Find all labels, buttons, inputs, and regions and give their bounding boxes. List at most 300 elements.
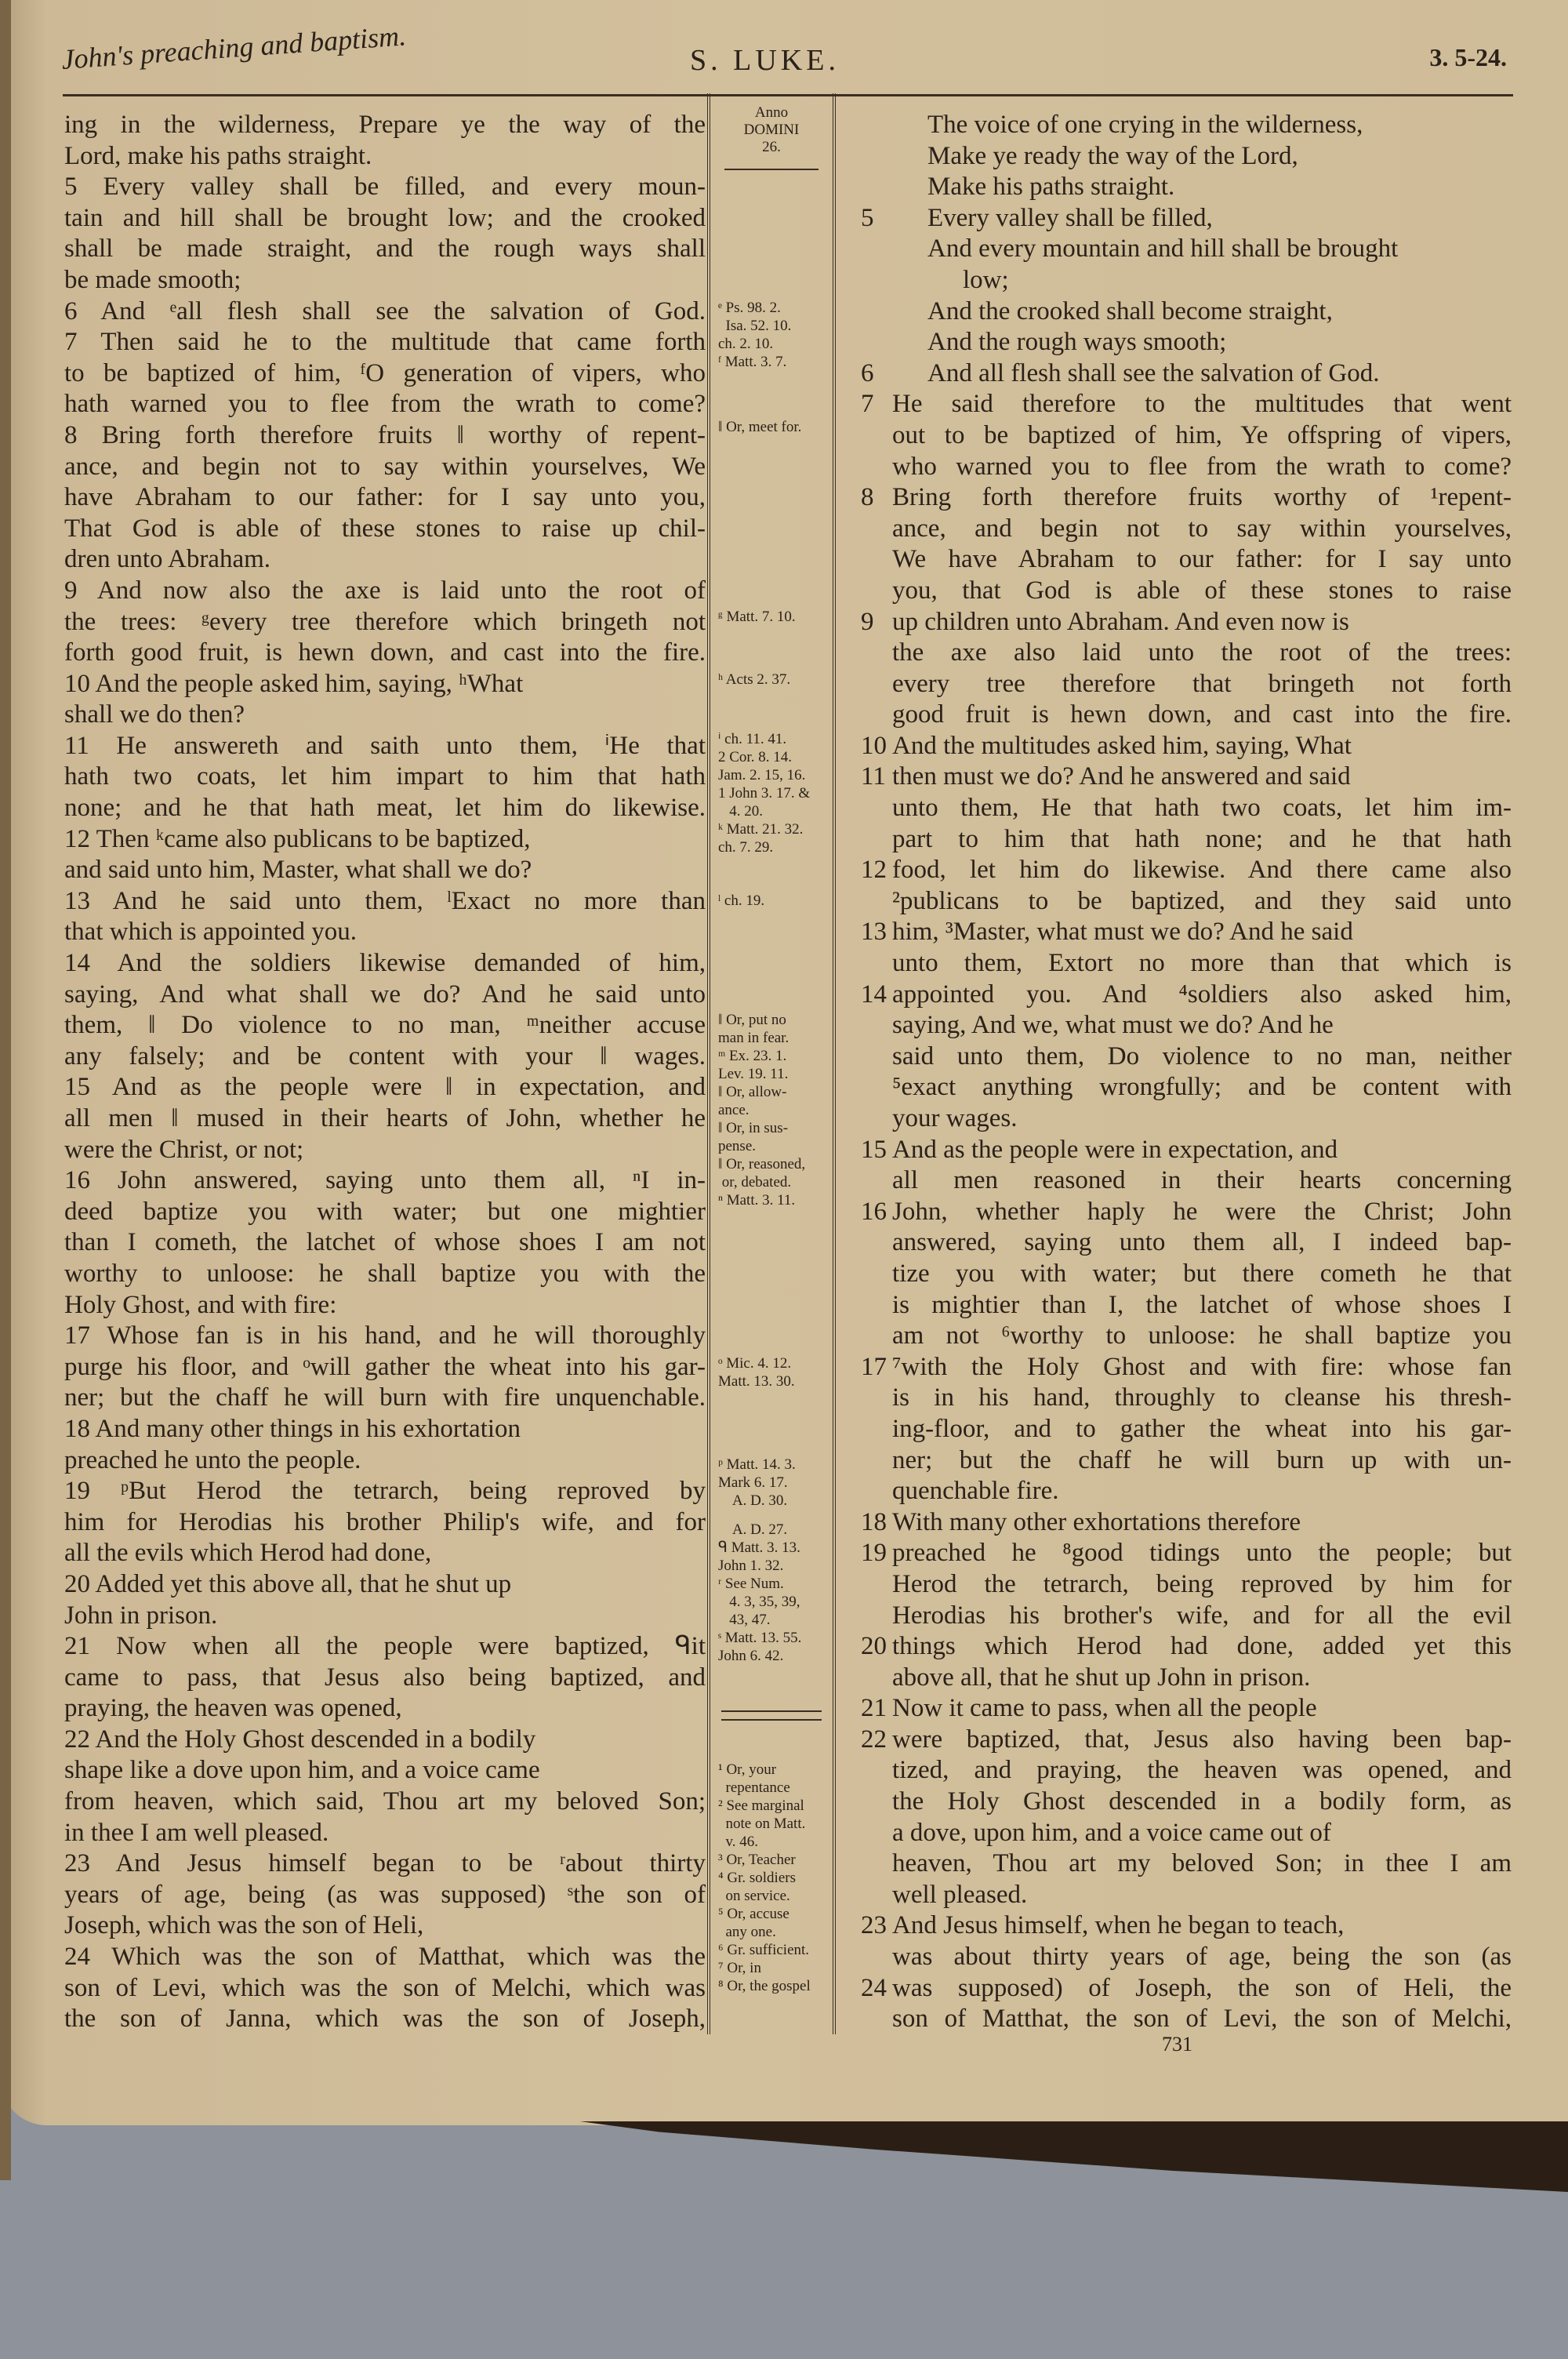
margin-note-line: 4. 3, 35, 39,	[718, 1594, 800, 1610]
verse-number	[861, 1755, 892, 1787]
verse-number: 7	[861, 390, 874, 419]
verse-line	[861, 1725, 1512, 1756]
text-line: ing in the wilderness, Prepare ye the way of the	[64, 111, 706, 139]
margin-note-line: repentance	[718, 1779, 790, 1796]
text-line: in thee I am well pleased.	[64, 1818, 329, 1847]
verse-text: above all, that he shut up John in prison.	[892, 1663, 1311, 1692]
verse-text: Make ye ready the way of the Lord,	[927, 141, 1298, 170]
verse-line	[861, 514, 1512, 545]
margin-note-line: any one.	[718, 1924, 776, 1940]
verse-text: And every mountain and hill shall be brought	[927, 234, 1399, 264]
verse-line	[861, 1818, 1512, 1849]
text-line: from heaven, which said, Thou art my beloved Son;	[64, 1787, 706, 1816]
text-line: and said unto him, Master, what shall we do?	[64, 856, 532, 885]
verse-text: were baptized, that, Jesus also having been bap-	[892, 1725, 1512, 1754]
verse-text: things which Herod had done, added yet this	[892, 1632, 1512, 1661]
verse-line	[861, 1973, 1512, 2005]
verse-number	[861, 514, 892, 545]
verse-text: tize you with water; but there cometh he that	[892, 1259, 1512, 1288]
verse-line	[861, 1414, 1512, 1445]
verse-line	[861, 2004, 1512, 2035]
page-number: 731	[1162, 2033, 1192, 2055]
margin-note-line: ch. 7. 29.	[718, 839, 774, 856]
verse-number	[861, 1663, 892, 1694]
verse-line	[861, 1631, 1512, 1663]
verse-line	[861, 1103, 1512, 1135]
verse-line	[861, 1041, 1512, 1073]
left-column-av-text	[64, 110, 706, 2035]
margin-note-line: Isa. 52. 10.	[718, 318, 792, 334]
verse-text: tized, and praying, the heaven was opened, and	[892, 1756, 1512, 1785]
margin-note-line: ‖ Or, reasoned,	[718, 1156, 806, 1172]
verse-text: son of Matthat, the son of Levi, the son of Melchi,	[892, 2005, 1512, 2034]
text-line: ner; but the chaff he will burn with fire unquenchable.	[64, 1383, 706, 1412]
verse-text: all men reasoned in their hearts concerning	[892, 1166, 1512, 1195]
margin-note-line: Jam. 2. 15, 16.	[718, 767, 806, 783]
text-line: saying, And what shall we do? And he said unto	[64, 980, 706, 1009]
text-line: son of Levi, which was the son of Melchi, which was	[64, 1973, 706, 2002]
verse-text: Now it came to pass, when all the people	[892, 1694, 1317, 1723]
verse-number: 18	[861, 1507, 887, 1536]
verse-text: am not ⁶worthy to unloose: he shall baptize you	[892, 1321, 1512, 1350]
verse-line	[861, 1290, 1512, 1321]
verse-line	[861, 1259, 1512, 1290]
verse-line	[861, 358, 1512, 390]
verse-line	[861, 731, 1512, 762]
text-line: forth good fruit, is hewn down, and cast into the fire.	[64, 638, 706, 667]
verse-text: ing-floor, and to gather the wheat into his gar-	[892, 1414, 1512, 1443]
margin-note	[718, 299, 829, 371]
verse-text: Bring forth therefore fruits worthy of ¹repent-	[892, 483, 1512, 512]
verse-text: preached he ⁸good tidings unto the people; but	[892, 1539, 1512, 1568]
verse-text: appointed you. And ⁴soldiers also asked him,	[892, 980, 1512, 1009]
margin-note-line: ᵉ Ps. 98. 2.	[718, 300, 781, 316]
verse-line	[861, 1910, 1512, 1942]
verse-number: 11	[861, 762, 886, 791]
verse-number	[861, 824, 892, 856]
text-line: that which is appointed you.	[64, 918, 358, 947]
verse-line	[861, 1755, 1512, 1787]
verse-text: who warned you to flee from the wrath to come?	[892, 452, 1512, 481]
verse-number	[861, 948, 892, 980]
verse-number	[861, 1787, 892, 1818]
book-binding	[0, 0, 11, 2180]
verse-text: out to be baptized of him, Ye offspring of vipers,	[892, 420, 1512, 449]
margin-note-line: ² See marginal	[718, 1797, 804, 1814]
verse-number	[861, 1290, 892, 1321]
text-line: 12 Then ᵏcame also publicans to be baptized,	[64, 824, 531, 853]
text-line: all the evils which Herod had done,	[64, 1539, 432, 1568]
margin-note	[718, 1011, 829, 1209]
verse-number: 14	[861, 980, 887, 1009]
text-line: 20 Added yet this above all, that he shut up	[64, 1569, 512, 1598]
verse-number	[861, 1880, 892, 1911]
margin-note-line: ⁿ Matt. 3. 11.	[718, 1192, 796, 1209]
text-line: 19 ᵖBut Herod the tetrarch, being reproved by	[64, 1477, 706, 1506]
margin-note-line: A. D. 27.	[718, 1521, 788, 1538]
text-line: 10 And the people asked him, saying, ʰWhat	[64, 669, 524, 698]
verse-number	[861, 1414, 892, 1445]
verse-text: And the multitudes asked him, saying, What	[892, 731, 1352, 760]
margin-note-line: ᵒ Mic. 4. 12.	[718, 1355, 792, 1372]
text-line: 9 And now also the axe is laid unto the root of	[64, 576, 706, 605]
margin-note	[718, 1354, 829, 1390]
verse-number	[861, 1942, 892, 1973]
verse-line	[861, 452, 1512, 483]
margin-note-line: ⁱ ch. 11. 41.	[718, 731, 787, 747]
text-line: shall be made straight, and the rough ways shall	[64, 234, 706, 264]
text-line: 6 And ᵉall flesh shall see the salvation of God.	[64, 296, 706, 325]
verse-line	[861, 1601, 1512, 1632]
verse-number	[861, 1041, 892, 1073]
margin-note-line: pense.	[718, 1138, 757, 1154]
verse-number	[861, 886, 892, 918]
verse-line	[861, 1321, 1512, 1352]
year-label: 26.	[762, 139, 781, 155]
text-line: shape like a dove upon him, and a voice came	[64, 1756, 540, 1785]
text-line: the trees: ᵍevery tree therefore which bringeth not	[64, 607, 706, 636]
text-line: deed baptize you with water; but one mightier	[64, 1197, 706, 1226]
verse-text: And Jesus himself, when he began to teach,	[892, 1911, 1345, 1940]
verse-number	[861, 700, 892, 731]
margin-note	[718, 418, 829, 436]
verse-line	[861, 855, 1512, 886]
verse-line	[861, 1197, 1512, 1228]
verse-number	[861, 141, 892, 173]
chapter-verse-reference: 3. 5-24.	[1429, 43, 1507, 71]
verse-number	[861, 1259, 892, 1290]
text-line: 13 And he said unto them, ˡExact no more than	[64, 886, 706, 915]
verse-text: ⁵exact anything wrongfully; and be content with	[892, 1073, 1512, 1102]
text-line: Lord, make his paths straight.	[64, 141, 372, 170]
margin-note-line: or, debated.	[718, 1174, 792, 1190]
verse-line	[861, 1383, 1512, 1414]
verse-line	[861, 1010, 1512, 1041]
verse-line	[861, 1476, 1512, 1507]
verse-line	[861, 761, 1512, 793]
margin-note-line: man in fear.	[718, 1030, 789, 1046]
verse-number	[861, 1010, 892, 1041]
right-column-rv-text	[861, 110, 1512, 2035]
verse-number	[861, 1569, 892, 1601]
verse-text: He said therefore to the multitudes that went	[892, 390, 1512, 419]
verse-number: 23	[861, 1911, 887, 1940]
verse-text: him, ³Master, what must we do? And he said	[892, 918, 1353, 947]
margin-note-line: ᑫ Matt. 3. 13.	[718, 1539, 800, 1556]
verse-line	[861, 420, 1512, 452]
margin-note-line: ˢ Matt. 13. 55.	[718, 1630, 802, 1646]
verse-text: the Holy Ghost descended in a bodily form, as	[892, 1787, 1512, 1816]
margin-note-line: ‖ Or, put no	[718, 1012, 786, 1028]
verse-line	[861, 576, 1512, 607]
domini-label: DOMINI	[743, 122, 800, 138]
anno-label: Anno	[754, 104, 789, 121]
margin-note	[718, 608, 829, 626]
verse-number: 5	[861, 203, 874, 232]
verse-text: And the crooked shall become straight,	[927, 296, 1333, 325]
verse-line	[861, 1072, 1512, 1103]
verse-text: Every valley shall be filled,	[927, 203, 1213, 232]
verse-number: 9	[861, 607, 874, 636]
text-line: tain and hill shall be brought low; and the crooked	[64, 203, 706, 232]
margin-note-line: ⁶ Gr. sufficient.	[718, 1942, 810, 1958]
verse-text: unto them, He that hath two coats, let him im-	[892, 794, 1512, 823]
verse-number: 17	[861, 1352, 887, 1381]
text-line: 5 Every valley shall be filled, and every moun-	[64, 173, 706, 202]
text-line: all men ‖ mused in their hearts of John, whether he	[64, 1104, 706, 1132]
verse-line	[861, 1538, 1512, 1569]
text-line: 11 He answereth and saith unto them, ⁱHe that	[64, 731, 706, 760]
verse-line	[861, 638, 1512, 669]
verse-text: saying, And we, what must we do? And he	[892, 1011, 1334, 1040]
verse-number: 24	[861, 1973, 887, 2002]
verse-text: was supposed) of Joseph, the son of Heli, the	[892, 1973, 1512, 2002]
text-line: praying, the heaven was opened,	[64, 1694, 402, 1723]
verse-text: Herodias his brother's wife, and for all the evil	[892, 1601, 1512, 1630]
margin-note-line: Lev. 19. 11.	[718, 1066, 789, 1082]
text-line: came to pass, that Jesus also being baptized, and	[64, 1663, 706, 1692]
verse-number: 21	[861, 1694, 887, 1723]
verse-text: And as the people were in expectation, and	[892, 1135, 1338, 1164]
verse-text: the axe also laid unto the root of the trees:	[892, 638, 1512, 667]
verse-line	[861, 1507, 1512, 1539]
verse-line	[861, 327, 1512, 358]
verse-number	[861, 1227, 892, 1259]
verse-line	[861, 607, 1512, 638]
book-title: S. LUKE.	[690, 44, 840, 77]
text-line: to be baptized of him, ᶠO generation of vipers, who	[64, 358, 706, 387]
margin-note-line: John 6. 42.	[718, 1648, 784, 1664]
verse-number	[861, 1165, 892, 1197]
verse-line	[861, 1227, 1512, 1259]
verse-number	[861, 265, 892, 296]
margin-note-line: ᵐ Ex. 23. 1.	[718, 1048, 787, 1064]
text-line: That God is able of these stones to raise up chil-	[64, 514, 706, 543]
anno-rule	[724, 169, 818, 170]
text-line: 7 Then said he to the multitude that came forth	[64, 328, 706, 357]
text-line: have Abraham to our father: for I say unto you,	[64, 483, 706, 512]
verse-text: every tree therefore that bringeth not forth	[892, 669, 1512, 698]
verse-line	[861, 980, 1512, 1011]
verse-line	[861, 700, 1512, 731]
verse-number	[861, 1601, 892, 1632]
verse-text: ²publicans to be baptized, and they said unto	[892, 886, 1512, 915]
margin-note-line: ⁸ Or, the gospel	[718, 1978, 811, 1994]
verse-line	[861, 948, 1512, 980]
text-line: ance, and begin not to say within yourselves, We	[64, 452, 706, 481]
margin-note	[718, 1456, 829, 1510]
verse-number: 10	[861, 731, 887, 760]
verse-text: was about thirty years of age, being the son (as	[892, 1943, 1512, 1972]
verse-number	[861, 327, 892, 358]
verse-line	[861, 824, 1512, 856]
verse-text: good fruit is hewn down, and cast into the fire.	[892, 700, 1512, 729]
verse-line	[861, 886, 1512, 918]
verse-text: you, that God is able of these stones to raise	[892, 576, 1512, 605]
verse-text: ner; but the chaff he will burn up with un-	[892, 1445, 1512, 1474]
margin-note-line: 43, 47.	[718, 1612, 771, 1628]
verse-text: With many other exhortations therefore	[892, 1507, 1301, 1536]
text-line: Holy Ghost, and with fire:	[64, 1290, 337, 1319]
verse-text: And all flesh shall see the salvation of God.	[927, 358, 1380, 387]
margin-note-line: 4. 20.	[718, 803, 763, 820]
verse-number: 15	[861, 1135, 887, 1164]
verse-text: part to him that hath none; and he that hath	[892, 824, 1512, 853]
margin-note	[718, 671, 829, 689]
text-line: 18 And many other things in his exhortation	[64, 1414, 521, 1443]
verse-number	[861, 638, 892, 669]
verse-text: Make his paths straight.	[927, 173, 1175, 202]
margin-note-line: ᶠ Matt. 3. 7.	[718, 354, 787, 370]
verse-line	[861, 172, 1512, 203]
margin-note	[718, 892, 829, 910]
verse-text: is mightier than I, the latchet of whose shoes I	[892, 1290, 1512, 1319]
margin-note-line: ch. 2. 10.	[718, 336, 774, 352]
verse-number	[861, 576, 892, 607]
verse-line	[861, 110, 1512, 141]
verse-line	[861, 1445, 1512, 1477]
text-line: 15 And as the people were ‖ in expectation, and	[64, 1073, 706, 1102]
verse-number	[861, 296, 892, 328]
verse-number: 6	[861, 358, 874, 387]
margin-note-line: Matt. 13. 30.	[718, 1373, 795, 1390]
text-line: hath warned you to flee from the wrath to come?	[64, 390, 706, 419]
margin-note	[718, 1521, 829, 1665]
margin-note-line: ʳ See Num.	[718, 1576, 784, 1592]
verse-line	[861, 1693, 1512, 1725]
text-line: be made smooth;	[64, 265, 241, 294]
verse-line	[861, 296, 1512, 328]
text-line: dren unto Abraham.	[64, 545, 271, 574]
margin-note	[718, 730, 829, 856]
revised-version-footnotes	[718, 1761, 829, 1995]
margin-note-line: A. D. 30.	[718, 1492, 788, 1509]
text-line: years of age, being (as was supposed) ˢthe son of	[64, 1880, 706, 1909]
margin-note-line: ʰ Acts 2. 37.	[718, 671, 791, 688]
text-line: 16 John answered, saying unto them all, ⁿI in-	[64, 1166, 706, 1195]
margin-note-line: ‖ Or, meet for.	[718, 419, 802, 435]
verse-text: And the rough ways smooth;	[927, 328, 1227, 357]
verse-number	[861, 1848, 892, 1880]
margin-note-line: ³ Or, Teacher	[718, 1852, 796, 1868]
verse-line	[861, 1569, 1512, 1601]
verse-line	[861, 389, 1512, 420]
verse-number	[861, 110, 892, 141]
verse-text: We have Abraham to our father: for I say unto	[892, 545, 1512, 574]
verse-line	[861, 1880, 1512, 1911]
margin-note-line: ⁷ Or, in	[718, 1960, 761, 1976]
margin-note-line: ⁵ Or, accuse	[718, 1906, 789, 1922]
margin-note-line: John 1. 32.	[718, 1558, 784, 1574]
verse-text: up children unto Abraham. And even now is	[892, 607, 1349, 636]
verse-line	[861, 234, 1512, 265]
verse-number	[861, 1072, 892, 1103]
verse-line	[861, 141, 1512, 173]
text-line: 24 Which was the son of Matthat, which was the	[64, 1943, 706, 1972]
verse-line	[861, 1165, 1512, 1197]
verse-number: 16	[861, 1197, 887, 1226]
verse-number	[861, 793, 892, 824]
verse-number	[861, 234, 892, 265]
verse-text: Herod the tetrarch, being reproved by him for	[892, 1569, 1512, 1598]
margin-note-line: 2 Cor. 8. 14.	[718, 749, 792, 765]
verse-text: food, let him do likewise. And there came also	[892, 856, 1512, 885]
verse-number: 8	[861, 483, 874, 512]
verse-text: said unto them, Do violence to no man, neither	[892, 1041, 1512, 1070]
margin-note-line: ᵖ Matt. 14. 3.	[718, 1456, 796, 1473]
verse-text: unto them, Extort no more than that which is	[892, 949, 1512, 978]
verse-number	[861, 1103, 892, 1135]
verse-line	[861, 1942, 1512, 1973]
text-line: were the Christ, or not;	[64, 1135, 304, 1164]
verse-text: John, whether haply he were the Christ; John	[892, 1197, 1512, 1226]
verse-number	[861, 172, 892, 203]
verse-text: a dove, upon him, and a voice came out of	[892, 1818, 1331, 1847]
margin-note-line: ance.	[718, 1102, 750, 1118]
verse-text: ance, and begin not to say within yourselves,	[892, 514, 1512, 543]
footnote-double-rule	[721, 1710, 822, 1721]
verse-number	[861, 1445, 892, 1477]
verse-number: 12	[861, 856, 887, 885]
verse-line	[861, 1135, 1512, 1166]
margin-note-line: ᵏ Matt. 21. 32.	[718, 821, 804, 838]
verse-text: answered, saying unto them all, I indeed bap-	[892, 1228, 1512, 1257]
text-line: 17 Whose fan is in his hand, and he will thoroughly	[64, 1321, 706, 1350]
verse-line	[861, 1663, 1512, 1694]
margin-references-column	[707, 93, 836, 2034]
verse-number	[861, 1476, 892, 1507]
text-line: none; and he that hath meat, let him do likewise.	[64, 794, 706, 823]
verse-line	[861, 544, 1512, 576]
text-line: than I cometh, the latchet of whose shoes I am not	[64, 1228, 706, 1257]
verse-line	[861, 1352, 1512, 1383]
verse-text: ⁷with the Holy Ghost and with fire: whose fan	[892, 1352, 1512, 1381]
verse-number	[861, 1383, 892, 1414]
margin-note-line: ¹ Or, your	[718, 1761, 777, 1778]
text-line: shall we do then?	[64, 700, 245, 729]
text-line: 23 And Jesus himself began to be ʳabout thirty	[64, 1849, 706, 1878]
text-line: him for Herodias his brother Philip's wife, and for	[64, 1507, 706, 1536]
margin-note-line: ‖ Or, allow-	[718, 1084, 787, 1100]
text-line: 8 Bring forth therefore fruits ‖ worthy of repent-	[64, 420, 706, 449]
verse-line	[861, 917, 1512, 948]
verse-line	[861, 1787, 1512, 1818]
verse-number	[861, 452, 892, 483]
verse-number	[861, 1818, 892, 1849]
margin-note-line: v. 46.	[718, 1834, 759, 1850]
margin-note-line: ˡ ch. 19.	[718, 892, 765, 909]
margin-note-line: ‖ Or, in sus-	[718, 1120, 789, 1136]
verse-line	[861, 793, 1512, 824]
verse-line	[861, 482, 1512, 514]
verse-line	[861, 265, 1512, 296]
verse-text: then must we do? And he answered and said	[892, 762, 1351, 791]
verse-number	[861, 420, 892, 452]
text-line: purge his floor, and ᵒwill gather the wheat into his gar-	[64, 1352, 706, 1381]
verse-number: 19	[861, 1539, 887, 1568]
margin-note-line: 1 John 3. 17. &	[718, 785, 811, 801]
verse-number: 20	[861, 1632, 887, 1661]
running-title: John's preaching and baptism.	[60, 20, 408, 76]
verse-number	[861, 669, 892, 700]
verse-number: 13	[861, 918, 887, 947]
text-line: Joseph, which was the son of Heli,	[64, 1911, 424, 1940]
margin-note-line: ᵍ Matt. 7. 10.	[718, 609, 796, 625]
verse-number	[861, 1321, 892, 1352]
verse-text: heaven, Thou art my beloved Son; in thee I am	[892, 1849, 1512, 1878]
text-line: any falsely; and be content with your ‖ wages.	[64, 1041, 706, 1070]
verse-text: your wages.	[892, 1104, 1018, 1132]
